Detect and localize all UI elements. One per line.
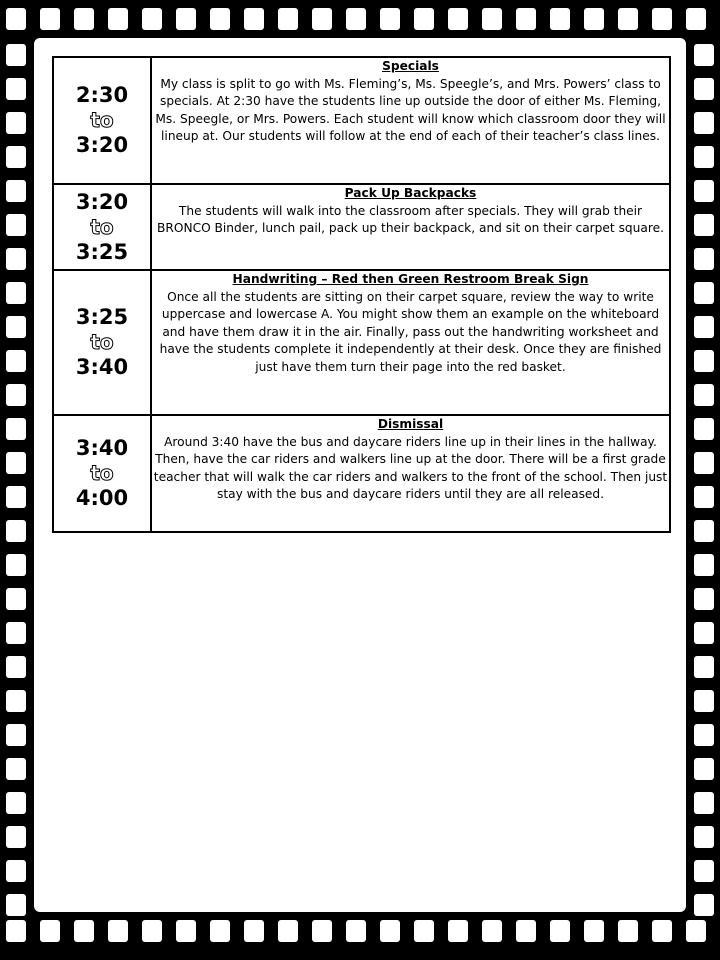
activity-body: The students will walk into the classroom after specials. They will grab their BRONCO Binder, lunch pail, pack up their backpack, and sit on their carpet square. <box>157 203 664 235</box>
border-square <box>210 8 230 30</box>
border-square <box>694 792 714 814</box>
border-square <box>278 8 298 30</box>
border-square <box>694 418 714 440</box>
border-square <box>6 112 26 134</box>
border-square <box>6 44 26 66</box>
border-square <box>584 8 604 30</box>
border-square <box>74 8 94 30</box>
border-square <box>176 920 196 942</box>
border-square <box>380 920 400 942</box>
activity-body: My class is split to go with Ms. Fleming’s, Ms. Speegle’s, and Mrs. Powers’ class to specials. At 2:30 have the students line up outside the door of either Ms. Fleming, Ms. Speegle, or Mrs. Powers. Each student will know which classroom door they will lineup at. Our students will follow at the end of each of their teacher’s class lines. <box>155 76 666 143</box>
border-square <box>6 894 26 916</box>
border-square <box>6 452 26 474</box>
to-word: to <box>90 461 114 485</box>
border-square <box>584 920 604 942</box>
border-square <box>694 622 714 644</box>
border-square <box>6 920 26 942</box>
time-cell <box>53 270 151 415</box>
border-square <box>550 8 570 30</box>
border-square <box>176 8 196 30</box>
border-square <box>6 826 26 848</box>
border-square <box>6 486 26 508</box>
border-square <box>6 418 26 440</box>
border-square <box>278 920 298 942</box>
activity-cell <box>151 184 670 270</box>
border-square <box>312 920 332 942</box>
to-word: to <box>90 108 114 132</box>
border-square <box>40 920 60 942</box>
end-time: 3:40 <box>75 355 129 379</box>
border-square <box>6 656 26 678</box>
border-square <box>6 554 26 576</box>
activity-cell <box>151 57 670 184</box>
border-square <box>380 8 400 30</box>
start-time: 3:25 <box>75 305 129 329</box>
border-square <box>694 656 714 678</box>
border-square <box>694 758 714 780</box>
border-square <box>108 8 128 30</box>
border-square <box>6 622 26 644</box>
to-word: to <box>90 330 114 354</box>
border-square <box>6 282 26 304</box>
border-square <box>6 146 26 168</box>
border-square <box>448 8 468 30</box>
border-square <box>694 384 714 406</box>
border-square <box>694 520 714 542</box>
border-square <box>244 8 264 30</box>
border-square <box>694 826 714 848</box>
border-square <box>652 920 672 942</box>
border-square <box>6 520 26 542</box>
border-square <box>694 894 714 916</box>
start-time: 2:30 <box>75 83 129 107</box>
border-square <box>74 920 94 942</box>
border-square <box>482 8 502 30</box>
border-square <box>6 860 26 882</box>
border-square <box>652 8 672 30</box>
activity-cell <box>151 415 670 532</box>
schedule-row-pack-up <box>53 184 670 270</box>
border-square <box>6 588 26 610</box>
start-time: 3:40 <box>75 436 129 460</box>
activity-heading: Handwriting – Red then Green Restroom Break Sign <box>232 272 589 286</box>
border-square <box>6 384 26 406</box>
border-square <box>694 214 714 236</box>
end-time: 3:25 <box>75 239 129 264</box>
border-square <box>694 112 714 134</box>
start-time: 3:20 <box>75 189 129 214</box>
border-square <box>482 920 502 942</box>
time-cell <box>53 415 151 532</box>
border-square <box>516 8 536 30</box>
border-square <box>244 920 264 942</box>
border-square <box>694 724 714 746</box>
activity-body: Around 3:40 have the bus and daycare riders line up in their lines in the hallway. Then, have the car riders and walkers line up at the door. There will be a first grade teacher that will walk the car riders and walkers to the front of the school. Then just stay with the bus and daycare riders until they are all released. <box>153 434 668 501</box>
border-square <box>108 920 128 942</box>
border-square <box>6 758 26 780</box>
border-square <box>142 920 162 942</box>
border-square <box>210 920 230 942</box>
border-square <box>516 920 536 942</box>
border-square <box>6 8 26 30</box>
border-square <box>6 248 26 270</box>
activity-heading: Specials <box>382 59 439 73</box>
border-square <box>6 350 26 372</box>
border-square <box>142 8 162 30</box>
border-square <box>618 920 638 942</box>
activity-cell <box>151 270 670 415</box>
border-square <box>414 8 434 30</box>
border-square <box>346 8 366 30</box>
schedule-row-specials <box>53 57 670 184</box>
time-cell <box>53 57 151 184</box>
schedule-table <box>52 56 671 533</box>
border-square <box>694 860 714 882</box>
border-square <box>686 8 706 30</box>
activity-heading: Pack Up Backpacks <box>344 186 477 200</box>
border-square <box>550 920 570 942</box>
end-time: 3:20 <box>75 133 129 157</box>
to-word: to <box>90 214 114 239</box>
border-square <box>414 920 434 942</box>
activity-body: Once all the students are sitting on their carpet square, review the way to write uppercase and lowercase A. You might show them an example on the whiteboard and have them draw it in the air. Finally, pass out the handwriting worksheet and have the students complete it independently at their desk. Once they are finished just have them turn their page into the red basket. <box>159 289 662 374</box>
border-square <box>694 554 714 576</box>
border-square <box>694 452 714 474</box>
border-square <box>6 214 26 236</box>
border-square <box>6 724 26 746</box>
activity-heading: Dismissal <box>377 417 444 431</box>
border-square <box>6 792 26 814</box>
border-square <box>694 282 714 304</box>
border-square <box>40 8 60 30</box>
border-square <box>618 8 638 30</box>
border-square <box>694 316 714 338</box>
border-square <box>346 920 366 942</box>
time-cell <box>53 184 151 270</box>
border-square <box>448 920 468 942</box>
border-square <box>6 316 26 338</box>
end-time: 4:00 <box>75 486 129 510</box>
border-square <box>694 78 714 100</box>
schedule-row-handwriting <box>53 270 670 415</box>
border-square <box>312 8 332 30</box>
border-square <box>6 180 26 202</box>
border-square <box>694 588 714 610</box>
border-square <box>6 78 26 100</box>
border-square <box>694 44 714 66</box>
border-square <box>686 920 706 942</box>
border-square <box>694 180 714 202</box>
border-square <box>694 248 714 270</box>
border-square <box>694 690 714 712</box>
schedule-row-dismissal <box>53 415 670 532</box>
border-square <box>694 486 714 508</box>
border-square <box>6 690 26 712</box>
border-square <box>694 350 714 372</box>
border-square <box>694 146 714 168</box>
